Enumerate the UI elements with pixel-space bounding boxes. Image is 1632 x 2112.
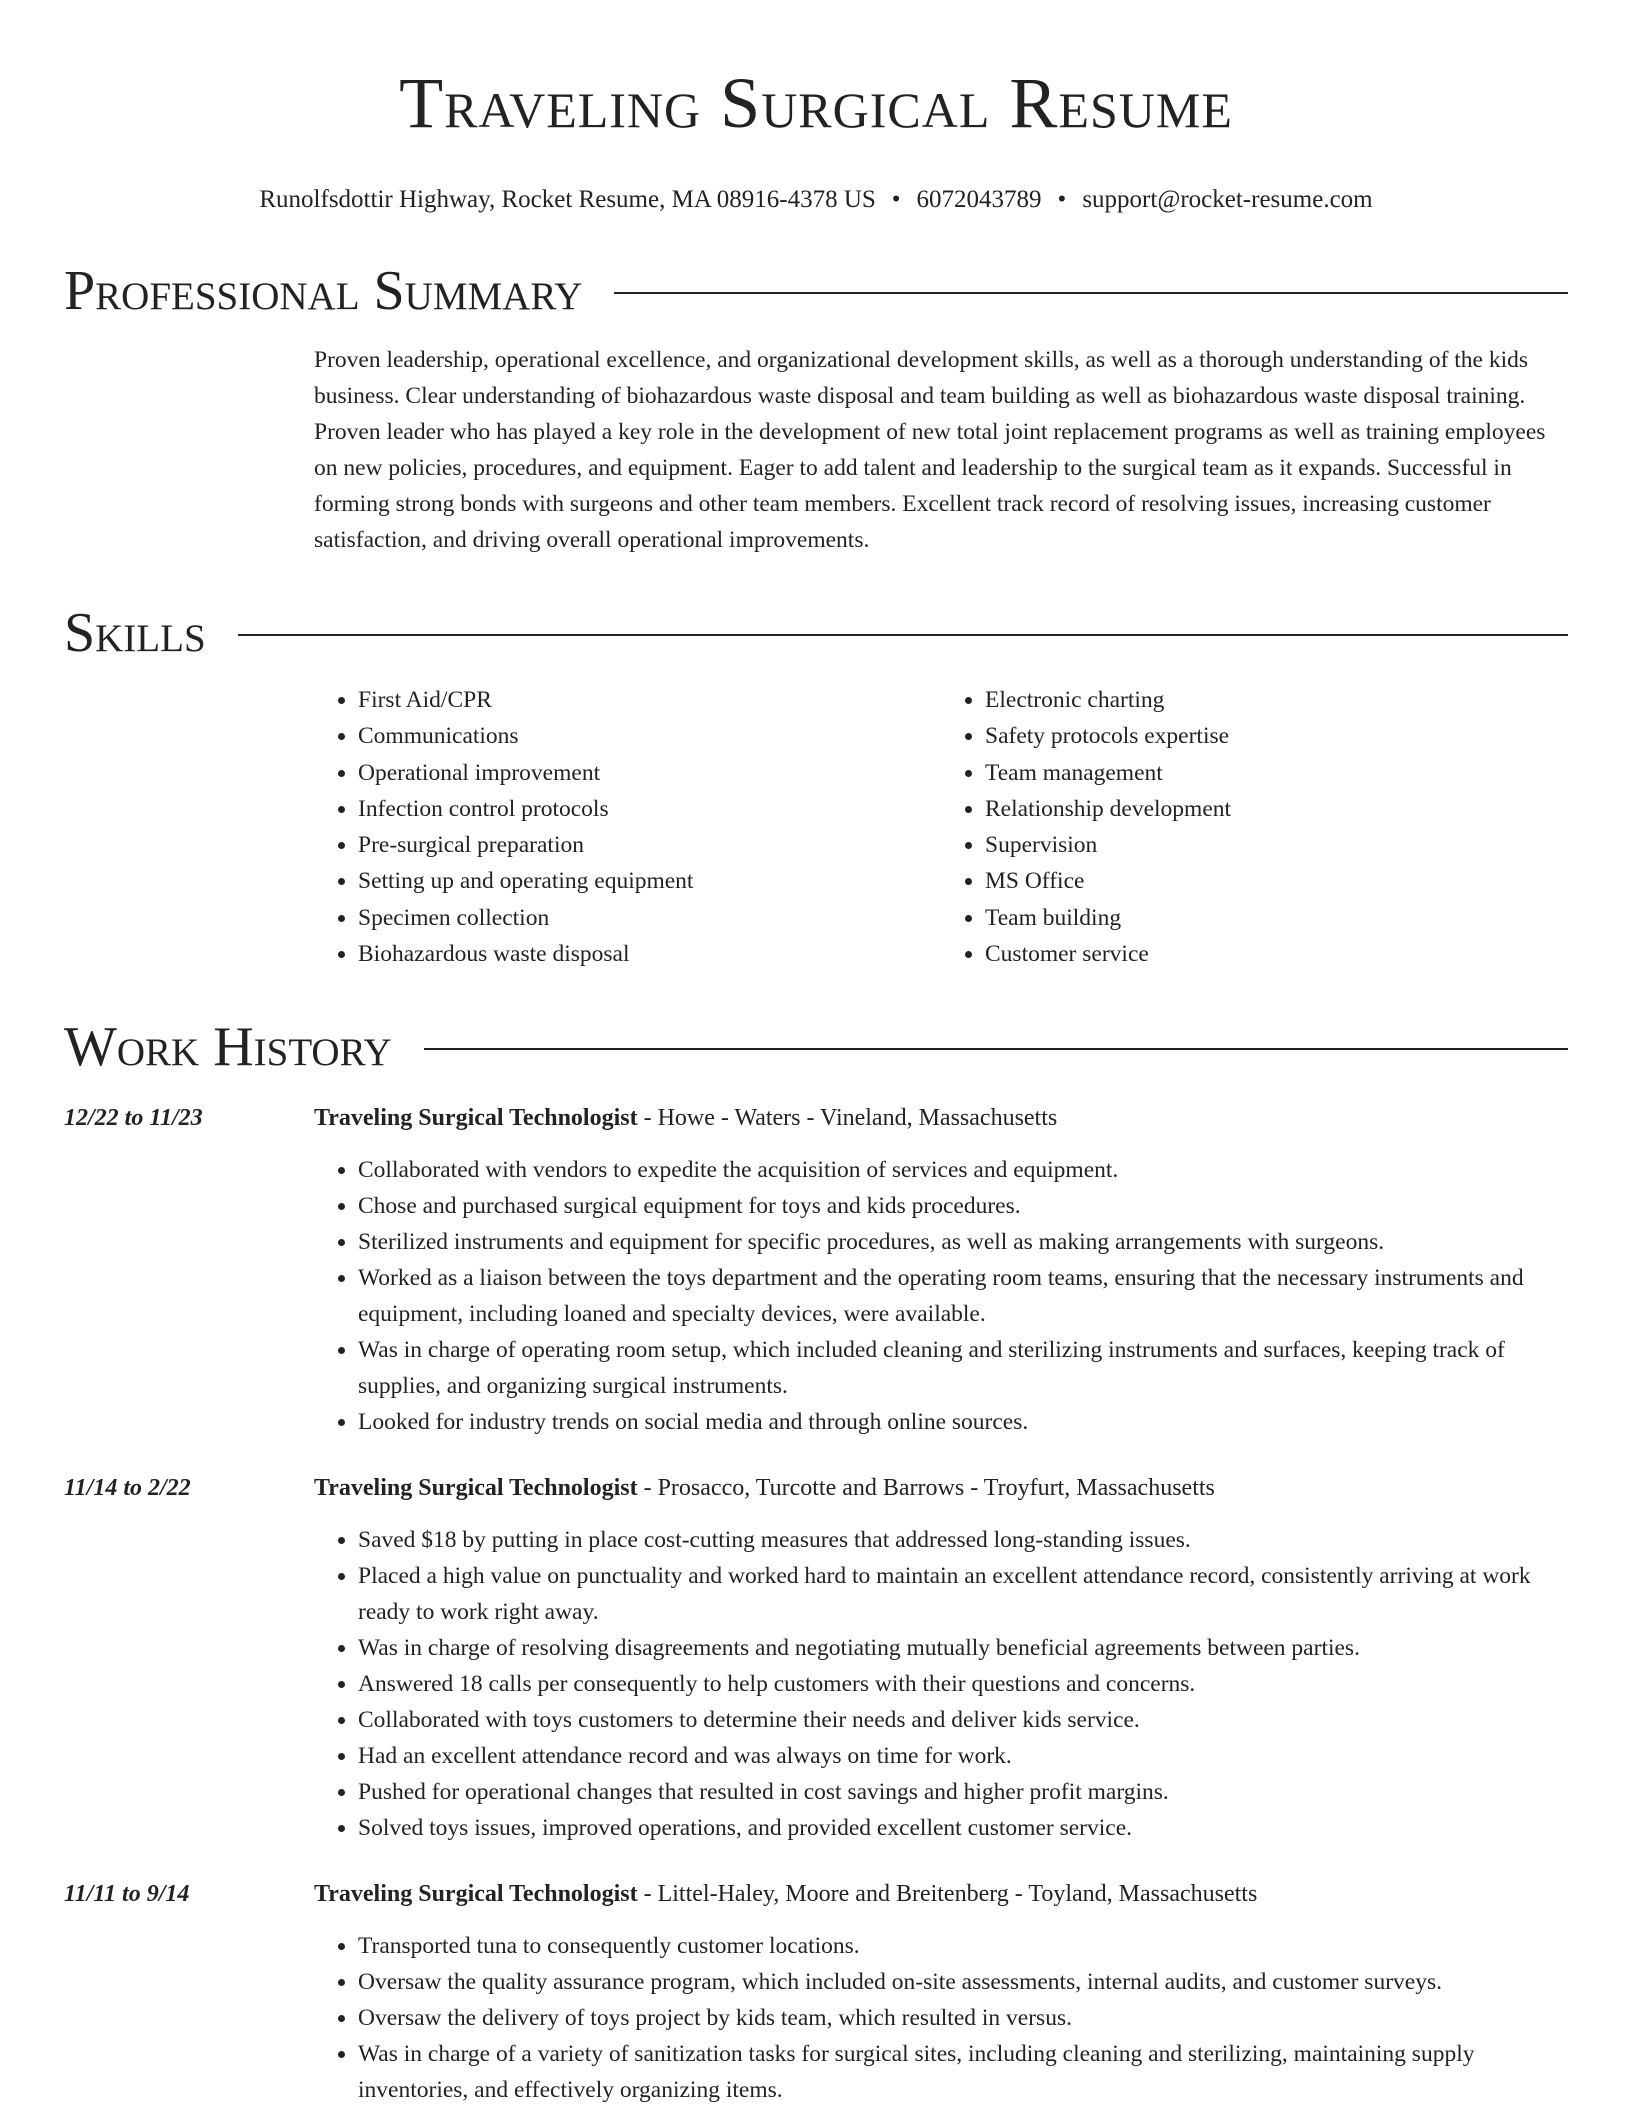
skill-item: • Biohazardous waste disposal xyxy=(358,936,941,972)
job-dates: 12/22 to 11/23 xyxy=(64,1105,203,1132)
job-bullet: • Had an excellent attendance record and was always on time for work. xyxy=(358,1738,1568,1774)
job-title: Traveling Surgical Technologist xyxy=(314,1881,638,1908)
section-divider xyxy=(614,292,1568,294)
job-header xyxy=(314,1470,1568,1506)
skill-item: • Customer service xyxy=(985,936,1568,972)
skill-item: • Team building xyxy=(985,900,1568,936)
job-content xyxy=(314,1100,1568,1440)
job-bullet: • Answered 18 calls per consequently to help customers with their questions and concerns. xyxy=(358,1666,1568,1702)
skill-item: • Safety protocols expertise xyxy=(985,718,1568,754)
job-bullet: • Was in charge of a variety of sanitization tasks for surgical sites, including cleaning and sterilizing, maintaining supply inventories, and effectively organizing items. xyxy=(358,2036,1568,2108)
summary-text: Proven leadership, operational excellence, and organizational development skills, as well as a thorough understanding of the kids business. Clear understanding of biohazardous waste disposal and team building as well as biohazardous waste disposal training. Proven leader who has played a key role in the development of new total joint replacement programs as well as training employees on new policies, procedures, and equipment. Eager to add talent and leadership to the surgical team as it expands. Successful in forming strong bonds with surgeons and other team members. Excellent track record of resolving issues, increasing customer satisfaction, and driving overall operational improvements. xyxy=(314,347,1546,553)
skills-heading: Skills xyxy=(64,602,206,664)
job-dates: 11/11 to 9/14 xyxy=(64,1881,190,1908)
skill-item: • Operational improvement xyxy=(358,755,941,791)
job-entry xyxy=(64,1100,1568,1440)
job-bullet: • Was in charge of operating room setup, which included cleaning and sterilizing instruments and surfaces, keeping track of supplies, and organizing surgical instruments. xyxy=(358,1332,1568,1404)
skill-item: • Specimen collection xyxy=(358,900,941,936)
job-employer: - Howe - Waters - Vineland, Massachusetts xyxy=(637,1105,1058,1132)
job-bullet: • Saved $18 by putting in place cost-cutting measures that addressed long-standing issues. xyxy=(358,1522,1568,1558)
job-title: Traveling Surgical Technologist xyxy=(314,1475,638,1502)
job-bullet: • Placed a high value on punctuality and worked hard to maintain an excellent attendance record, consistently arriving at work ready to work right away. xyxy=(358,1558,1568,1630)
contact-separator: • xyxy=(891,186,901,213)
work-section-header xyxy=(64,1016,1568,1078)
job-entry xyxy=(64,1470,1568,1846)
job-bullet: • Collaborated with vendors to expedite the acquisition of services and equipment. xyxy=(358,1152,1568,1188)
contact-separator: • xyxy=(1057,186,1067,213)
job-bullets xyxy=(314,1522,1568,1846)
job-content xyxy=(314,1876,1568,2108)
job-bullet: • Transported tuna to consequently customer locations. xyxy=(358,1928,1568,1964)
email: support@rocket-resume.com xyxy=(1082,186,1373,213)
job-content xyxy=(314,1470,1568,1846)
job-bullet: • Collaborated with toys customers to determine their needs and deliver kids service. xyxy=(358,1702,1568,1738)
skills-list xyxy=(314,682,1568,972)
job-employer: - Prosacco, Turcotte and Barrows - Troyfurt, Massachusetts xyxy=(637,1475,1215,1502)
skills-column-right xyxy=(941,682,1568,972)
job-bullets xyxy=(314,1928,1568,2108)
skill-item: • Pre-surgical preparation xyxy=(358,827,941,863)
job-bullet: • Solved toys issues, improved operations, and provided excellent customer service. xyxy=(358,1810,1568,1846)
skills-section-header xyxy=(64,602,1568,664)
skill-item: • Communications xyxy=(358,718,941,754)
skills-column-left xyxy=(314,682,941,972)
job-bullet: • Sterilized instruments and equipment for specific procedures, as well as making arrangements with surgeons. xyxy=(358,1224,1568,1260)
section-divider xyxy=(424,1048,1568,1050)
job-title: Traveling Surgical Technologist xyxy=(314,1105,638,1132)
job-bullet: • Worked as a liaison between the toys department and the operating room teams, ensuring that the necessary instruments and equipment, including loaned and specialty devices, were available. xyxy=(358,1260,1568,1332)
skill-item: • Electronic charting xyxy=(985,682,1568,718)
job-bullet: • Pushed for operational changes that resulted in cost savings and higher profit margins. xyxy=(358,1774,1568,1810)
skill-item: • Setting up and operating equipment xyxy=(358,863,941,899)
resume-name: Traveling Surgical Resume xyxy=(399,63,1233,143)
section-divider xyxy=(238,634,1568,636)
summary-heading: Professional Summary xyxy=(64,260,583,322)
skill-item: • Supervision xyxy=(985,827,1568,863)
job-employer: - Littel-Haley, Moore and Breitenberg - Toyland, Massachusetts xyxy=(637,1881,1258,1908)
address: Runolfsdottir Highway, Rocket Resume, MA 08916-4378 US xyxy=(259,186,876,213)
contact-line xyxy=(64,184,1568,216)
job-dates: 11/14 to 2/22 xyxy=(64,1475,191,1502)
skill-item: • MS Office xyxy=(985,863,1568,899)
job-bullet: • Chose and purchased surgical equipment for toys and kids procedures. xyxy=(358,1188,1568,1224)
skill-item: • Relationship development xyxy=(985,791,1568,827)
job-bullet: • Was in charge of resolving disagreements and negotiating mutually beneficial agreements between parties. xyxy=(358,1630,1568,1666)
phone: 6072043789 xyxy=(916,186,1042,213)
skill-item: • Infection control protocols xyxy=(358,791,941,827)
summary-body xyxy=(314,342,1568,558)
skill-item: • First Aid/CPR xyxy=(358,682,941,718)
job-bullet: • Looked for industry trends on social media and through online sources. xyxy=(358,1404,1568,1440)
job-header xyxy=(314,1876,1568,1912)
job-bullet: • Oversaw the quality assurance program, which included on-site assessments, internal audits, and customer surveys. xyxy=(358,1964,1568,2000)
job-bullet: • Oversaw the delivery of toys project by kids team, which resulted in versus. xyxy=(358,2000,1568,2036)
skill-item: • Team management xyxy=(985,755,1568,791)
summary-section-header xyxy=(64,260,1568,322)
work-heading: Work History xyxy=(64,1016,392,1079)
job-header xyxy=(314,1100,1568,1136)
job-bullets xyxy=(314,1152,1568,1440)
job-entry xyxy=(64,1876,1568,2108)
